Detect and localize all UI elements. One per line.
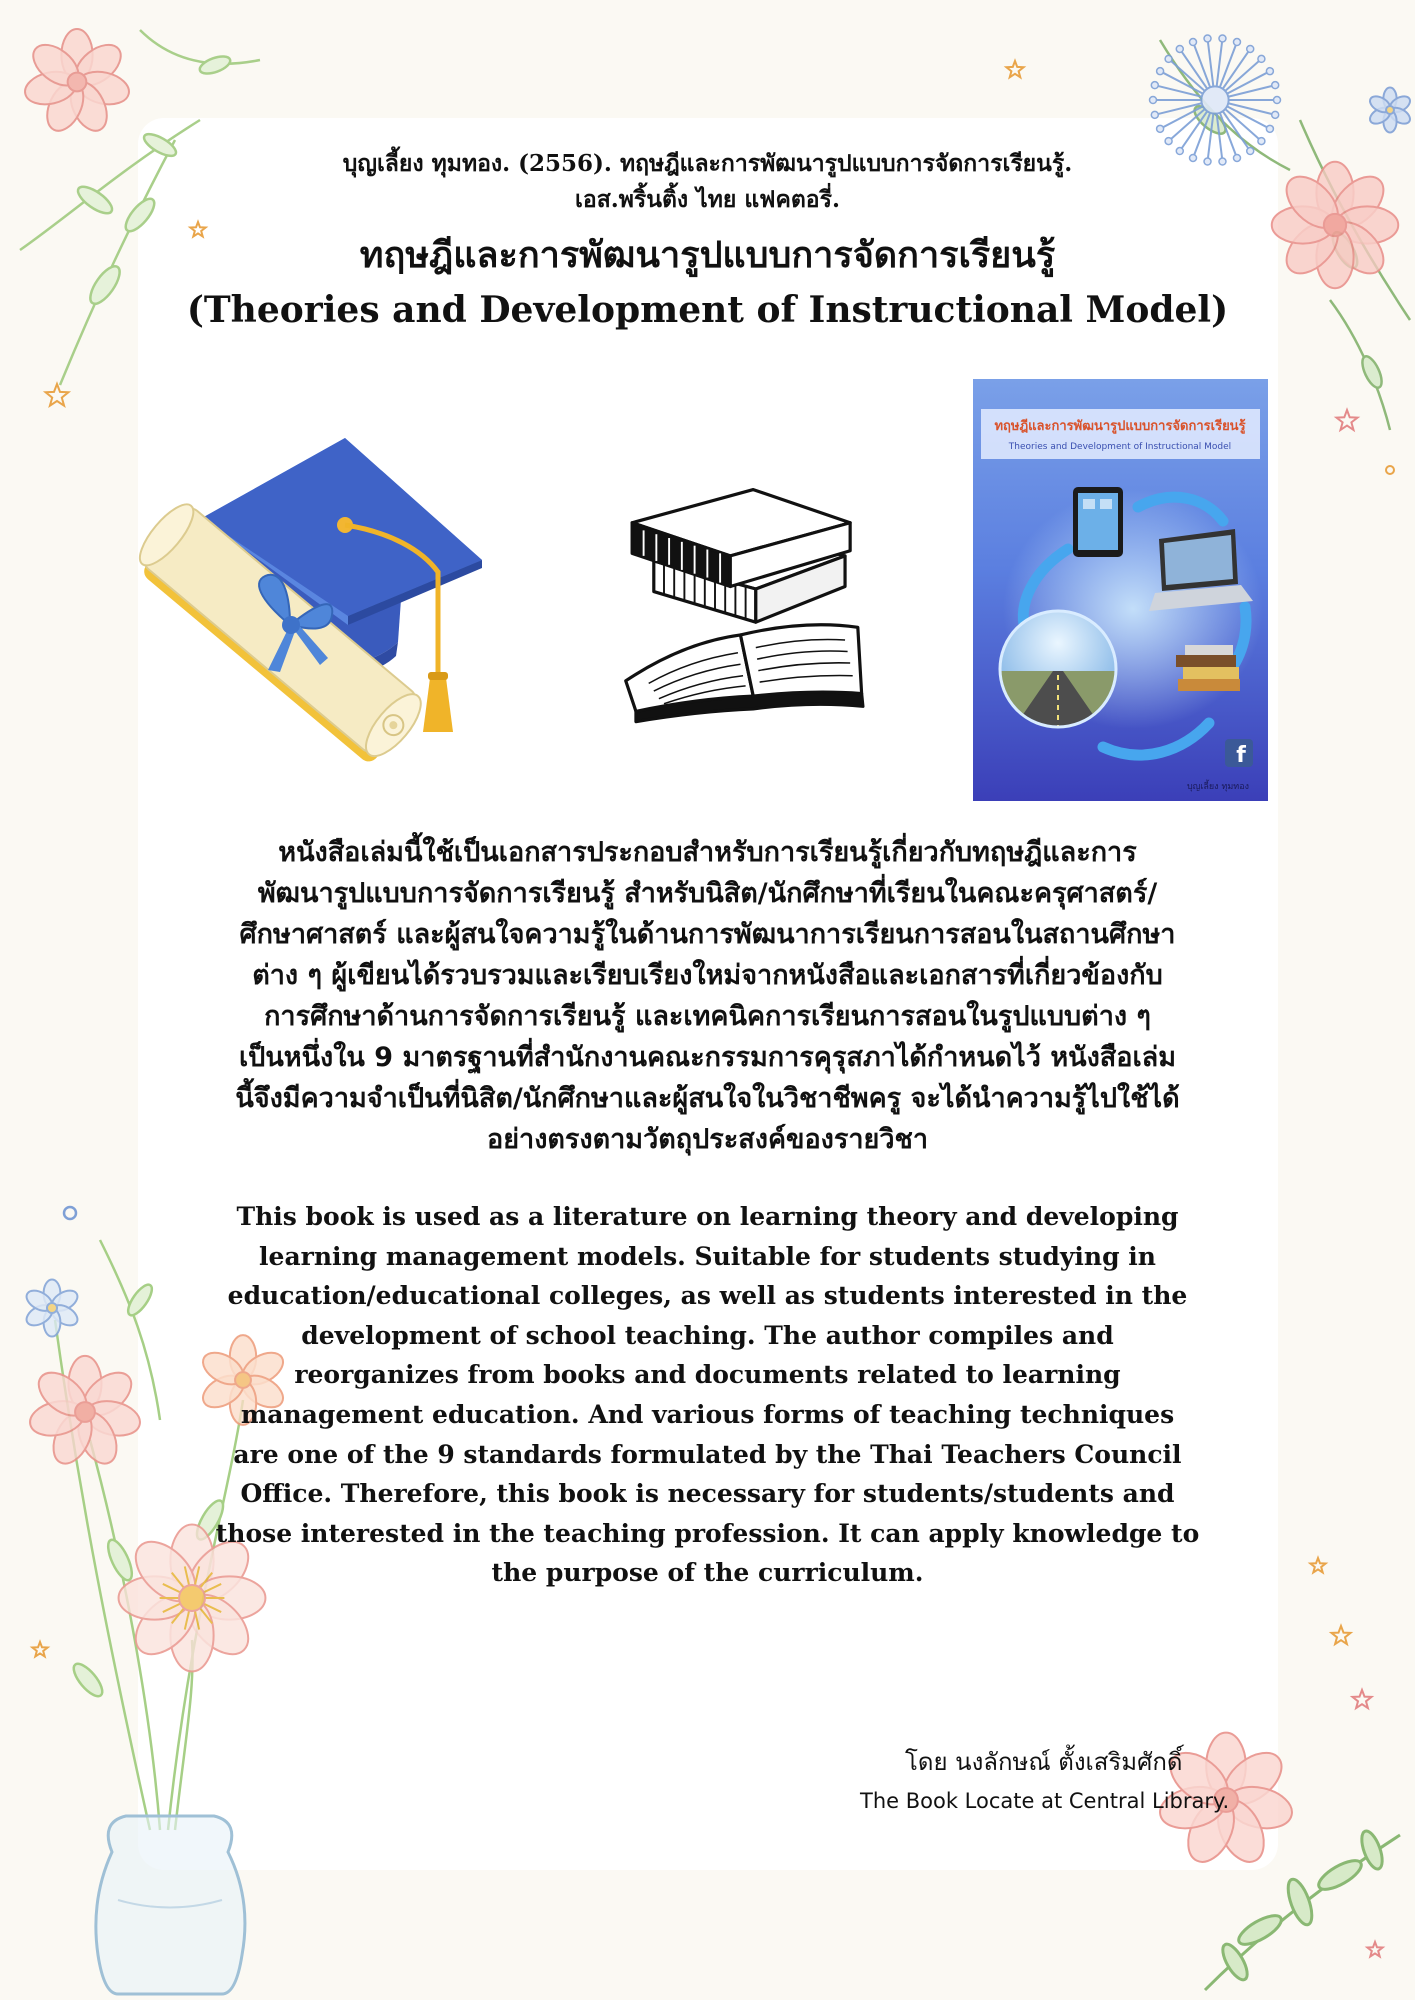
- star-orange-5: [1310, 1558, 1325, 1573]
- text-line: those interested in the teaching profession. It can apply knowledge to: [215, 1518, 1200, 1548]
- citation-line-1: บุญเลี้ยง ทุมทอง. (2556). ทฤษฎีและการพัฒนารูปแบบการจัดการเรียนรู้.: [342, 150, 1073, 177]
- facebook-icon: [1225, 739, 1253, 768]
- vase: [96, 1816, 245, 1994]
- text-line: are one of the 9 standards formulated by the Thai Teachers Council: [233, 1439, 1182, 1469]
- text-line: reorganizes from books and documents related to learning: [294, 1360, 1121, 1390]
- library-location: The Book Locate at Central Library.: [860, 1789, 1230, 1813]
- reviewer-credit: โดย นงลักษณ์ ตั้งเสริมศักดิ์: [905, 1748, 1183, 1776]
- star-orange-6: [32, 1642, 47, 1657]
- text-line: ศึกษาศาสตร์ และผู้สนใจความรู้ในด้านการพัฒนาการเรียนการสอนในสถานศึกษา: [239, 919, 1176, 950]
- text-line: This book is used as a literature on learning theory and developing: [236, 1202, 1179, 1231]
- text-line: learning management models. Suitable for students studying in: [259, 1241, 1156, 1271]
- book-cover-image: [973, 379, 1268, 801]
- pink-flower-top-left: [22, 29, 132, 137]
- star-pink-3: [1367, 1942, 1382, 1957]
- cover-title-english: Theories and Development of Instructional Model: [1008, 442, 1232, 452]
- ring-blue: [64, 1207, 76, 1219]
- text-line: หนังสือเล่มนี้ใช้เป็นเอกสารประกอบสำหรับการเรียนรู้เกี่ยวกับทฤษฎีและการ: [278, 837, 1137, 868]
- cover-author: บุญเลี้ยง ทุมทอง: [1186, 782, 1250, 792]
- text-line: เป็นหนึ่งใน 9 มาตรฐานที่สำนักงานคณะกรรมการคุรุสภาได้กำหนดไว้ หนังสือเล่ม: [238, 1042, 1177, 1073]
- text-line: education/educational colleges, as well as students interested in the: [227, 1281, 1188, 1311]
- pink-flower-bottom-left: [27, 1356, 144, 1470]
- facebook-logo-letter: f: [1236, 743, 1246, 768]
- text-line: นี้จึงมีความจำเป็นที่นิสิต/นักศึกษาและผู้สนใจในวิชาชีพครู จะได้นำความรู้ไปใช้ได้: [235, 1083, 1180, 1114]
- text-line: Office. Therefore, this book is necessary for students/students and: [240, 1479, 1175, 1509]
- star-orange-4: [1332, 1626, 1351, 1644]
- open-book: [626, 625, 863, 722]
- blue-flower-bottom-left-small: [23, 1279, 81, 1336]
- star-orange-3: [1006, 61, 1023, 77]
- book-title: [140, 228, 1275, 338]
- title-english: (Theories and Development of Instructional Model): [186, 289, 1229, 331]
- text-line: management education. And various forms of teaching techniques: [240, 1399, 1175, 1429]
- blue-flower-top-right-small: [1367, 88, 1412, 133]
- citation: [140, 146, 1275, 218]
- graduation-cap-icon: [140, 420, 490, 760]
- text-line: development of school teaching. The author compiles and: [301, 1320, 1114, 1350]
- title-thai: ทฤษฎีและการพัฒนารูปแบบการจัดการเรียนรู้: [359, 234, 1056, 276]
- cover-books: [1176, 645, 1240, 691]
- star-orange-1: [46, 384, 69, 406]
- text-line: อย่างตรงตามวัตถุประสงค์ของรายวิชา: [487, 1124, 928, 1155]
- ring-orange: [1386, 466, 1394, 474]
- citation-line-2: เอส.พริ้นติ้ง ไทย แฟคตอรี่.: [575, 186, 840, 213]
- description-thai: [140, 832, 1275, 1160]
- text-line: พัฒนารูปแบบการจัดการเรียนรู้ สำหรับนิสิต/นักศึกษาที่เรียนในคณะครุศาสตร์/: [257, 878, 1158, 909]
- description-english: [140, 1197, 1275, 1593]
- books-icon: [613, 479, 868, 722]
- cover-title-band: [981, 409, 1260, 459]
- text-line: การศึกษาด้านการจัดการเรียนรู้ และเทคนิคการเรียนการสอนในรูปแบบต่าง ๆ: [264, 1001, 1151, 1032]
- star-pink-2: [1353, 1690, 1372, 1708]
- text-line: ต่าง ๆ ผู้เขียนได้รวบรวมและเรียบเรียงใหม่จากหนังสือและเอกสารที่เกี่ยวข้องกับ: [252, 960, 1163, 991]
- text-line: the purpose of the curriculum.: [491, 1558, 924, 1588]
- star-pink-1: [1337, 410, 1358, 430]
- cover-title-thai: ทฤษฎีและการพัฒนารูปแบบการจัดการเรียนรู้: [994, 419, 1246, 434]
- cover-tablet: [1073, 487, 1123, 557]
- pink-flower-top-right: [1272, 162, 1398, 288]
